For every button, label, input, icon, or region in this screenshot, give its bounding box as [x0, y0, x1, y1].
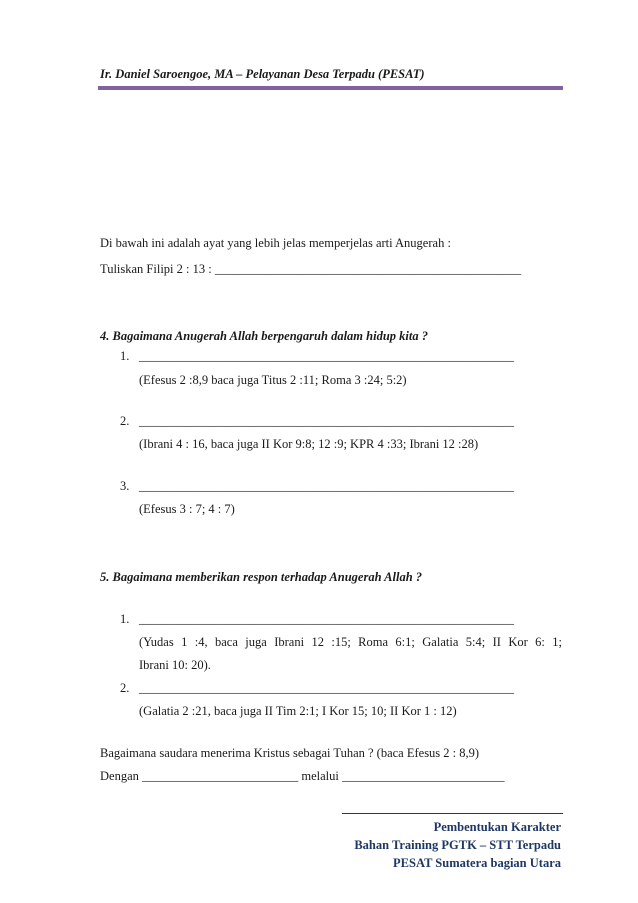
s5-item-1-blank: ____________________________________________________________ [139, 612, 514, 626]
s4-item-3-blank: ____________________________________________________________ [139, 479, 514, 493]
footer-line-3: PESAT Sumatera bagian Utara [393, 856, 561, 870]
s4-item-2-number: 2. [120, 414, 130, 428]
s4-item-3-reference: (Efesus 3 : 7; 4 : 7) [139, 502, 235, 516]
footer-rule [342, 813, 563, 814]
footer-line-1: Pembentukan Karakter [433, 820, 561, 834]
s4-item-1-reference: (Efesus 2 :8,9 baca juga Titus 2 :11; Roma 3 :24; 5:2) [139, 373, 407, 387]
s5-item-1-reference: (Yudas 1 :4, baca juga Ibrani 12 :15; Roma 6:1; Galatia 5:4; II Kor 6: 1; [139, 635, 562, 649]
section-5-heading: 5. Bagaimana memberikan respon terhadap Anugerah Allah ? [100, 570, 423, 584]
s5-item-1-number: 1. [120, 612, 130, 626]
s4-item-2-reference: (Ibrani 4 : 16, baca juga II Kor 9:8; 12 :9; KPR 4 :33; Ibrani 12 :28) [139, 437, 479, 451]
s4-item-2-blank: ____________________________________________________________ [139, 414, 514, 428]
s4-item-1-blank: ____________________________________________________________ [139, 349, 514, 363]
intro-text: Di bawah ini adalah ayat yang lebih jelas memperjelas arti Anugerah : [100, 236, 451, 250]
s5-item-2-blank: ____________________________________________________________ [139, 681, 514, 695]
s5-item-2-reference: (Galatia 2 :21, baca juga II Tim 2:1; I Kor 15; 10; II Kor 1 : 12) [139, 704, 457, 718]
filipi-prompt: Tuliskan Filipi 2 : 13 : _________________________________________________ [100, 262, 522, 276]
section-4-heading: 4. Bagaimana Anugerah Allah berpengaruh dalam hidup kita ? [100, 329, 428, 343]
s5-item-1-reference-cont: Ibrani 10: 20). [139, 658, 211, 672]
s4-item-1-number: 1. [120, 349, 130, 363]
s5-item-2-number: 2. [120, 681, 130, 695]
footer-line-2: Bahan Training PGTK – STT Terpadu [354, 838, 561, 852]
page-header-title: Ir. Daniel Saroengoe, MA – Pelayanan Desa Terpadu (PESAT) [100, 67, 425, 81]
closing-question: Bagaimana saudara menerima Kristus sebagai Tuhan ? (baca Efesus 2 : 8,9) [100, 746, 480, 760]
s4-item-3-number: 3. [120, 479, 130, 493]
closing-fill-in: Dengan _________________________ melalui __________________________ [100, 769, 505, 783]
header-rule [98, 86, 563, 90]
